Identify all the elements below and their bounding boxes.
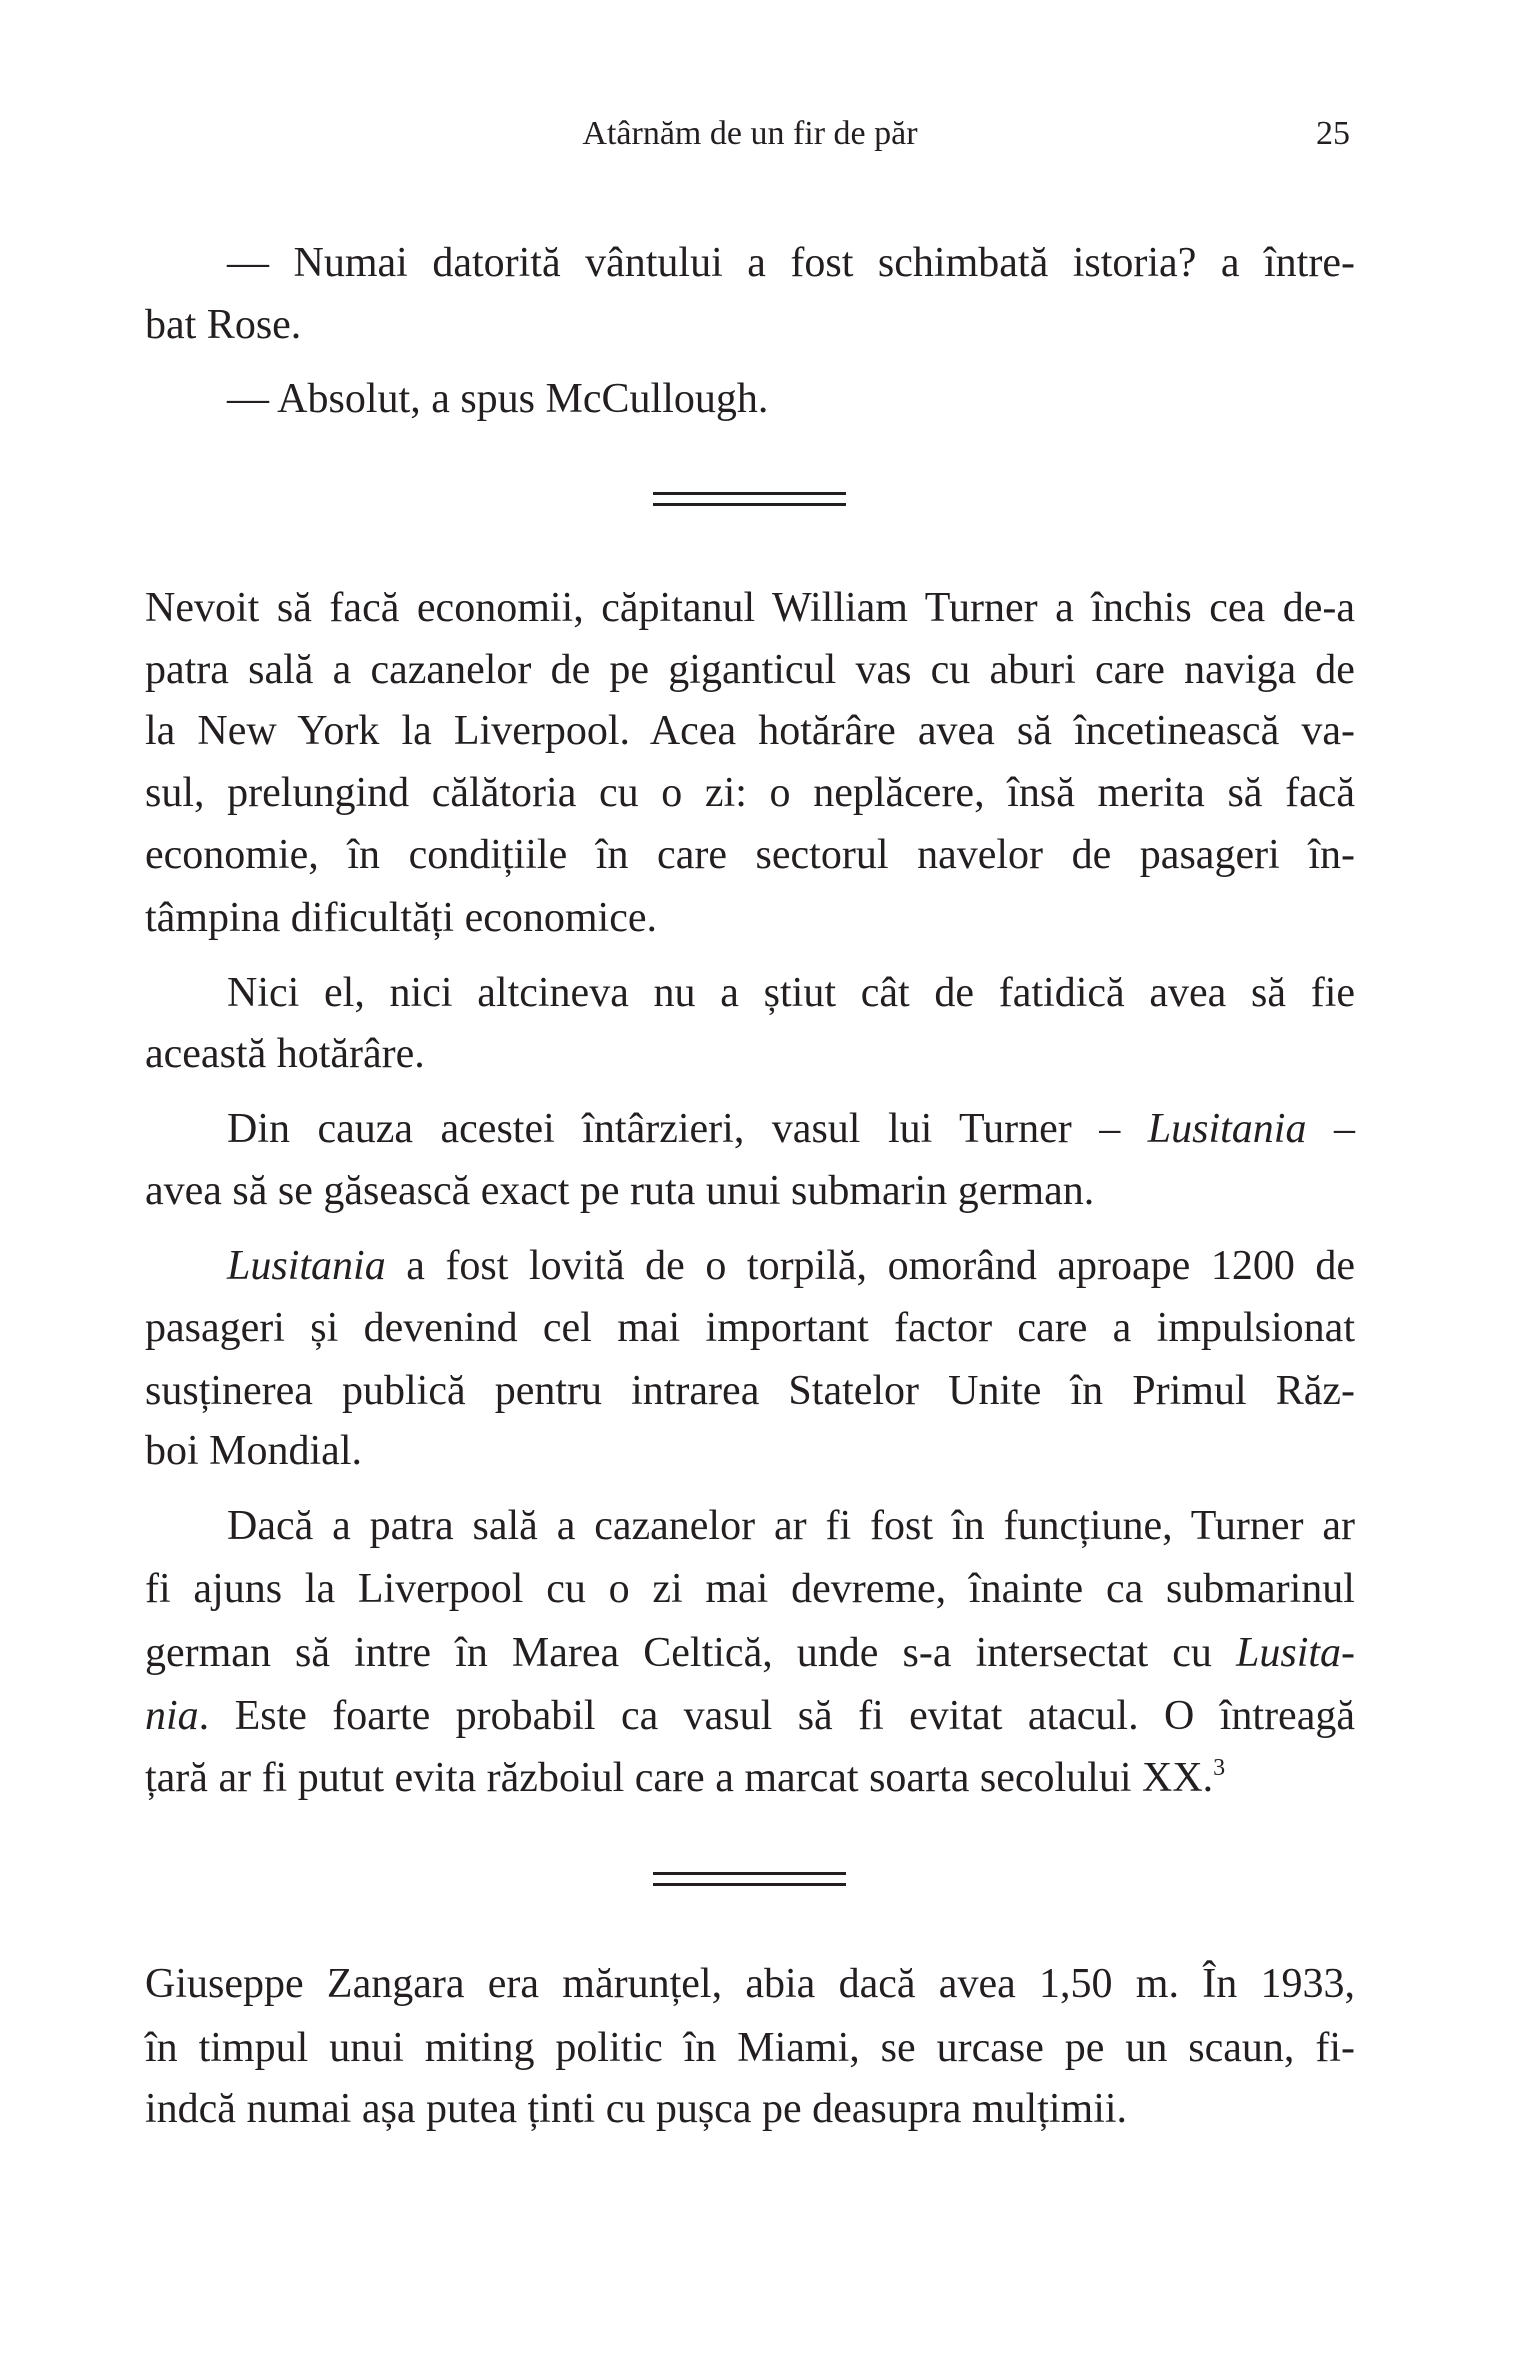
text-run: . Este foarte probabil ca vasul să fi evitat atacul. O întreagă — [198, 1693, 1355, 1739]
dialogue-line: — Absolut, a spus McCullough. — [227, 376, 769, 422]
paragraph-line: boi Mondial. — [145, 1428, 362, 1474]
section-separator-line — [653, 503, 846, 506]
text-run: – — [1333, 1106, 1355, 1152]
text-line — [227, 238, 1355, 288]
text-line — [145, 1691, 1355, 1741]
paragraph-line: pasageri și devenind cel mai important factor care a impulsionat — [145, 1305, 1355, 1351]
text-line — [145, 583, 1355, 633]
text-line — [145, 706, 1355, 756]
paragraph-line: în timpul unui miting politic în Miami, se urcase pe un scaun, fi- — [145, 2025, 1355, 2071]
text-line — [145, 2084, 1355, 2134]
paragraph-line: avea să se găsească exact pe ruta unui submarin german. — [145, 1168, 1095, 1214]
text-line — [145, 1564, 1355, 1614]
paragraph-line: patra sală a cazanelor de pe giganticul vas cu aburi care naviga de — [145, 647, 1355, 693]
ship-name-italic: nia — [145, 1693, 199, 1739]
paragraph-line: indcă numai așa putea ținti cu pușca pe deasupra mulțimii. — [145, 2086, 1128, 2132]
text-line — [227, 1241, 1355, 1291]
text-line — [145, 300, 1355, 350]
ship-name-italic: Lusitania — [227, 1243, 386, 1289]
text-line — [145, 1753, 1355, 1803]
text-line — [145, 830, 1355, 880]
paragraph-line: Nici el, nici altcineva nu a știut cât de fatidică avea să fie — [227, 970, 1356, 1016]
text-line — [145, 893, 1355, 943]
text-line — [145, 1029, 1355, 1079]
ship-name-italic: Lusita- — [1236, 1630, 1356, 1676]
page-number: 25 — [1316, 115, 1350, 152]
text-line — [145, 1166, 1355, 1216]
paragraph-line — [145, 1691, 1355, 1741]
section-separator-line — [653, 1872, 846, 1875]
text-line — [227, 1104, 1355, 1154]
text-line — [227, 374, 1355, 424]
text-line — [145, 1426, 1355, 1476]
text-line — [145, 1959, 1355, 2009]
paragraph-line: Giuseppe Zangara era mărunțel, abia dacă avea 1,50 m. În 1933, — [145, 1961, 1355, 2007]
text-line — [145, 1628, 1355, 1678]
text-line — [227, 1501, 1355, 1551]
text-line — [145, 1366, 1355, 1416]
paragraph-line — [145, 1753, 1225, 1803]
dialogue-line: — Numai datorită vântului a fost schimbată istoria? a între- — [227, 240, 1355, 286]
paragraph-line: la New York la Liverpool. Acea hotărâre avea să încetinească va- — [145, 708, 1355, 754]
paragraph-line: Nevoit să facă economii, căpitanul William Turner a închis cea de-a — [145, 585, 1356, 631]
paragraph-line: Dacă a patra sală a cazanelor ar fi fost în funcțiune, Turner ar — [227, 1503, 1356, 1549]
ship-name-italic: Lusitania — [1147, 1106, 1307, 1152]
section-separator-line — [653, 492, 846, 495]
paragraph-line: susținerea publică pentru intrarea Statelor Unite în Primul Răz- — [145, 1368, 1355, 1414]
text-line — [145, 768, 1355, 818]
running-title: Atârnăm de un fir de păr — [582, 115, 918, 152]
paragraph-line — [227, 1241, 1355, 1291]
dialogue-line: bat Rose. — [145, 302, 302, 348]
paragraph-line: această hotărâre. — [145, 1031, 425, 1077]
section-separator-line — [653, 1883, 846, 1886]
text-run: german să intre în Marea Celtică, unde s-a intersectat cu — [145, 1630, 1212, 1676]
paragraph-line: sul, prelungind călătoria cu o zi: o neplăcere, însă merita să facă — [145, 770, 1356, 816]
text-line — [145, 645, 1355, 695]
text-run: Din cauza acestei întârzieri, vasul lui Turner – — [227, 1106, 1121, 1152]
paragraph-line — [227, 1104, 1355, 1154]
footnote-reference[interactable]: 3 — [1213, 1755, 1226, 1781]
paragraph-line: fi ajuns la Liverpool cu o zi mai devreme, înainte ca submarinul — [145, 1566, 1355, 1612]
text-run: țară ar fi putut evita războiul care a marcat soarta secolului XX. — [145, 1755, 1214, 1801]
paragraph-line — [145, 1628, 1355, 1678]
running-head — [145, 112, 1355, 156]
text-run: a fost lovită de o torpilă, omorând aproape 1200 de — [406, 1243, 1356, 1289]
text-line — [145, 1303, 1355, 1353]
paragraph-line: tâmpina dificultăți economice. — [145, 895, 657, 941]
text-line — [227, 968, 1355, 1018]
paragraph-line: economie, în condițiile în care sectorul navelor de pasageri în- — [145, 832, 1355, 878]
text-line — [145, 2023, 1355, 2073]
